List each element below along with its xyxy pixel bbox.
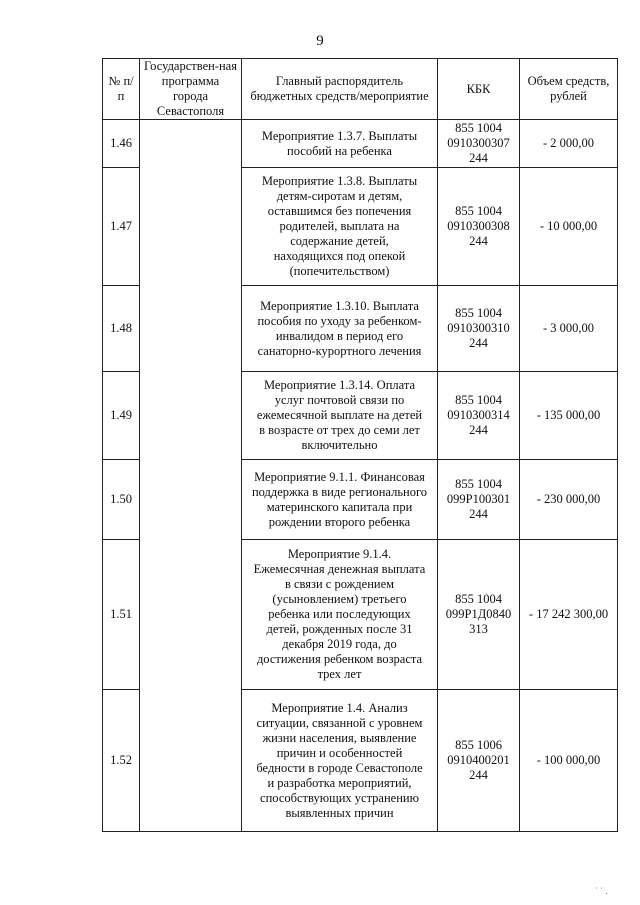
kbk-cell [438, 286, 520, 372]
kbk-line: 855 1004 [455, 306, 502, 320]
event-line: ситуации, связанной с уровнем [256, 715, 423, 730]
row-number: 1.46 [103, 120, 140, 168]
event-line: поддержка в виде регионального [251, 484, 428, 499]
event-line: пособия по уходу за ребенком- [257, 313, 422, 328]
event-line: Мероприятие 1.3.8. Выплаты [261, 174, 418, 188]
event-line: (усыновлением) третьего [272, 592, 407, 606]
event-line: находящихся под опекой [273, 249, 406, 263]
event-line: ребенка или последующих [268, 607, 411, 621]
sum-cell: - 2 000,00 [520, 120, 618, 168]
kbk-cell [438, 540, 520, 690]
table-row [103, 120, 618, 168]
sum-cell: - 3 000,00 [520, 286, 618, 372]
kbk-line: 099P1Д0840 [445, 607, 512, 621]
event-cell [242, 540, 438, 690]
kbk-line: 0910300310 [447, 321, 510, 335]
event-line: в связи с рождением [284, 577, 395, 591]
kbk-cell [438, 460, 520, 540]
kbk-cell [438, 690, 520, 832]
event-line: жизни населения, выявление [262, 730, 417, 745]
event-cell [242, 372, 438, 460]
event-line: ежемесячной выплате на детей [256, 408, 423, 422]
kbk-line: 244 [469, 768, 488, 782]
event-line: санаторно-курортного лечения [257, 343, 422, 358]
kbk-line: 855 1004 [455, 592, 502, 606]
kbk-line: 244 [469, 423, 488, 437]
kbk-line: 0910300308 [447, 219, 510, 233]
event-cell [242, 120, 438, 168]
event-line: детям-сиротам и детям, [276, 189, 403, 203]
table-header-row [103, 59, 618, 120]
event-line: инвалидом в период его [275, 328, 404, 343]
event-line: родителей, выплата на [279, 219, 400, 233]
kbk-line: 244 [469, 234, 488, 248]
event-line: пособий на ребенка [287, 143, 392, 158]
event-line: Мероприятие 1.3.14. Оплата [263, 378, 416, 392]
event-cell [242, 286, 438, 372]
event-line: Мероприятие 9.1.1. Финансовая [254, 469, 425, 484]
event-cell [242, 690, 438, 832]
event-line: причин и особенностей [276, 745, 403, 760]
kbk-line: 855 1004 [455, 393, 502, 407]
event-cell [242, 168, 438, 286]
event-line: Мероприятие 1.3.7. Выплаты [261, 128, 418, 143]
event-line: рождении второго ребенка [268, 514, 411, 529]
sum-cell: - 100 000,00 [520, 690, 618, 832]
kbk-line: 313 [469, 622, 488, 636]
page-number: 9 [316, 33, 324, 49]
event-cell [242, 460, 438, 540]
budget-table [102, 58, 618, 832]
kbk-line: 855 1004 [455, 121, 502, 135]
kbk-line: 0910400201 [447, 753, 510, 767]
scan-mark: ˙ ˙ . [595, 886, 608, 896]
kbk-line: 855 1004 [455, 477, 502, 491]
event-line: оставшимся без попечения [267, 204, 412, 218]
header-event: Главный распорядитель бюджетных средств/мероприятие [242, 59, 438, 120]
event-line: услуг почтовой связи по [274, 393, 405, 407]
kbk-line: 0910300307 [447, 136, 510, 150]
kbk-line: 244 [469, 151, 488, 165]
event-line: в возрасте от трех до семи лет [259, 423, 420, 437]
kbk-cell [438, 120, 520, 168]
event-line: включительно [301, 438, 378, 452]
event-line: и разработка мероприятий, [267, 775, 412, 790]
event-line: Мероприятие 9.1.4. [287, 547, 392, 561]
row-number: 1.51 [103, 540, 140, 690]
row-number: 1.52 [103, 690, 140, 832]
row-number: 1.49 [103, 372, 140, 460]
event-line: Мероприятие 1.3.10. Выплата [260, 298, 419, 313]
row-number: 1.50 [103, 460, 140, 540]
event-line: (попечительством) [289, 264, 390, 278]
event-line: материнского капитала при [266, 499, 413, 514]
event-line: содержание детей, [290, 234, 389, 248]
event-line: декабря 2019 года, до [282, 637, 397, 651]
kbk-line: 855 1006 [455, 738, 502, 752]
sum-cell: - 230 000,00 [520, 460, 618, 540]
event-line: бедности в городе Севастополе [256, 760, 423, 775]
kbk-line: 244 [469, 336, 488, 350]
header-sum: Объем средств, рублей [520, 59, 618, 120]
event-line: детей, рожденных после 31 [266, 622, 413, 636]
row-number: 1.47 [103, 168, 140, 286]
event-line: достижения ребенком возраста [256, 652, 423, 666]
kbk-line: 0910300314 [447, 408, 510, 422]
kbk-cell [438, 168, 520, 286]
event-line: Мероприятие 1.4. Анализ [271, 700, 408, 715]
kbk-line: 244 [469, 507, 488, 521]
event-line: Ежемесячная денежная выплата [253, 562, 426, 576]
event-line: трех лет [317, 667, 362, 681]
event-line: выявленных причин [285, 805, 394, 820]
sum-cell: - 10 000,00 [520, 168, 618, 286]
header-num: № п/п [103, 59, 140, 120]
kbk-cell [438, 372, 520, 460]
kbk-line: 855 1004 [455, 204, 502, 218]
kbk-line: 099P100301 [446, 492, 511, 506]
program-cell [140, 120, 242, 832]
header-program: Государствен-ная программа города Севастополя [140, 59, 242, 120]
sum-cell: - 17 242 300,00 [520, 540, 618, 690]
event-line: способствующих устранению [260, 790, 419, 805]
sum-cell: - 135 000,00 [520, 372, 618, 460]
row-number: 1.48 [103, 286, 140, 372]
header-kbk: КБК [438, 59, 520, 120]
